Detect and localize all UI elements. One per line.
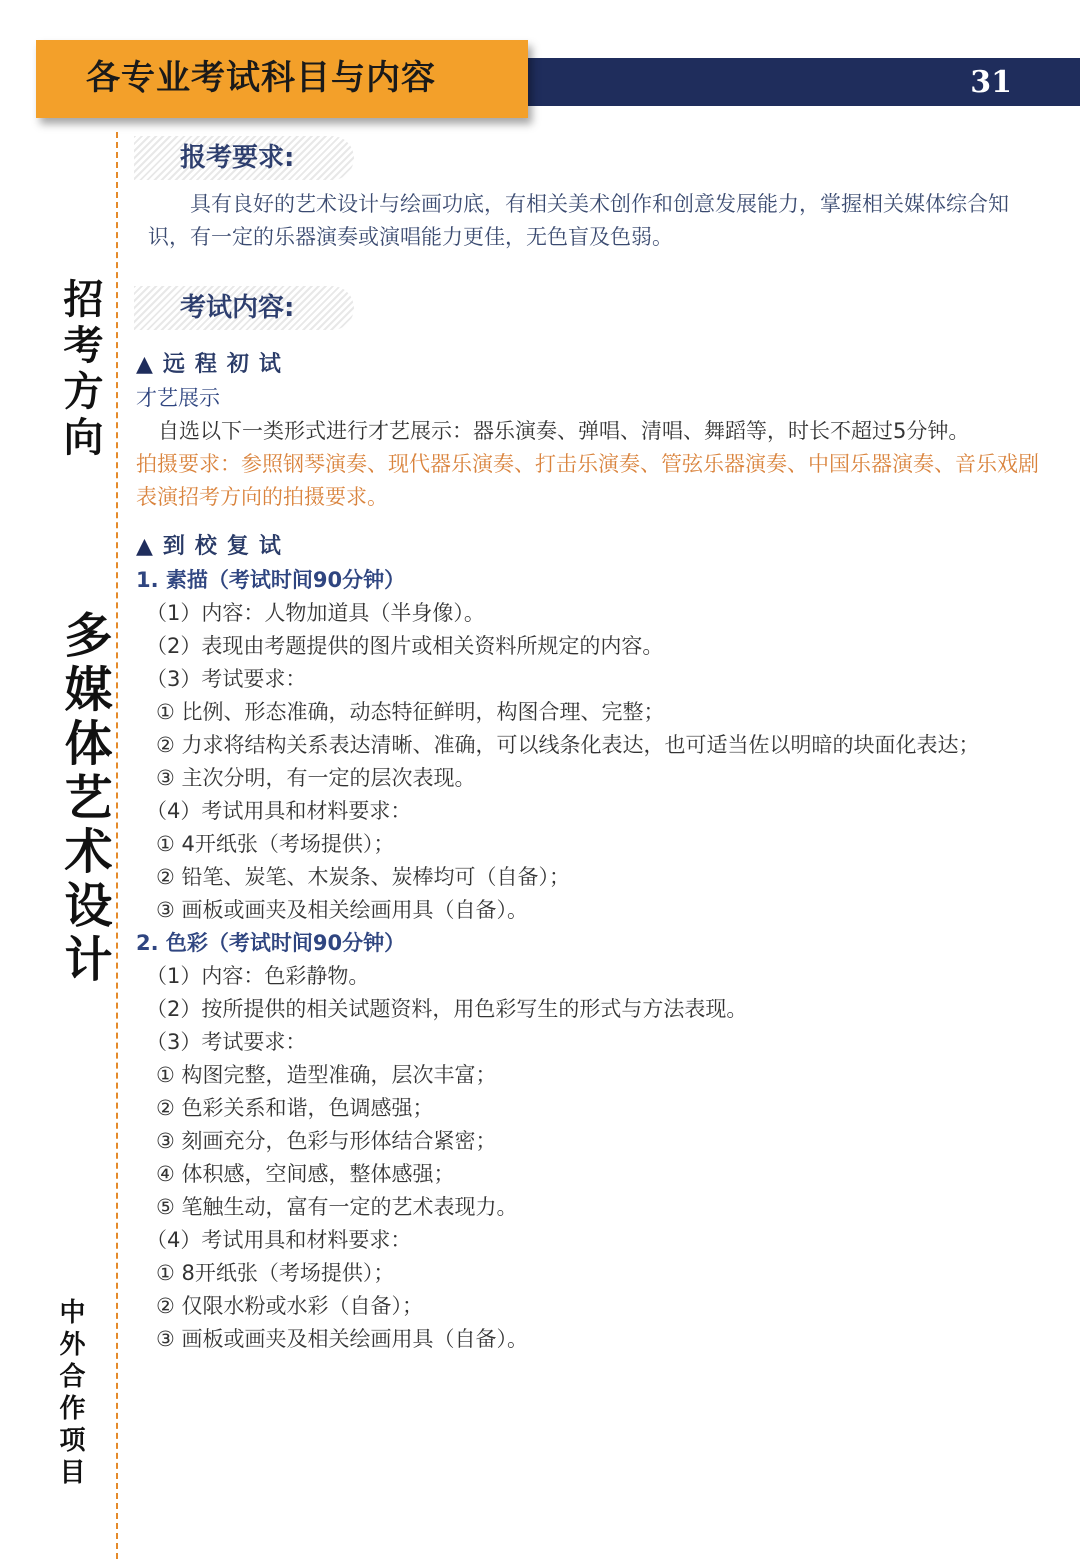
list-item: ② 力求将结构关系表达清晰、准确，可以线条化表达，也可适当佐以明暗的块面化表达； <box>156 733 980 757</box>
remote-round-title: 远程初试 <box>162 352 291 377</box>
page-title: 各专业考试科目与内容 <box>86 58 436 98</box>
requirements-heading: 报考要求: <box>180 143 295 173</box>
triangle-icon: ▲ <box>136 352 153 377</box>
list-item: （1）内容：人物加道具（半身像）。 <box>146 601 485 625</box>
list-item: （2）按所提供的相关试题资料，用色彩写生的形式与方法表现。 <box>146 997 748 1021</box>
sidebar-label-major: 多媒体艺术设计 <box>56 610 112 988</box>
list-item: （1）内容：色彩静物。 <box>146 964 370 988</box>
onsite-round-heading <box>136 531 291 563</box>
list-item: （4）考试用具和材料要求： <box>146 1228 412 1252</box>
page-number: 31 <box>970 65 1012 100</box>
list-item: （3）考试要求： <box>146 667 307 691</box>
list-item: ⑤ 笔触生动，富有一定的艺术表现力。 <box>156 1195 518 1219</box>
list-item: ① 比例、形态准确，动态特征鲜明，构图合理、完整； <box>156 700 665 724</box>
requirements-text: 具有良好的艺术设计与绘画功底，有相关美术创作和创意发展能力，掌握相关媒体综合知识，有一定的乐器演奏或演唱能力更佳，无色盲及色弱。 <box>148 192 1009 249</box>
list-item: （2）表现由考题提供的图片或相关资料所规定的内容。 <box>146 634 664 658</box>
sketch-heading: 1. 素描（考试时间90分钟） <box>136 568 406 592</box>
list-item: ③ 主次分明，有一定的层次表现。 <box>156 766 476 790</box>
list-item: （3）考试要求： <box>146 1030 307 1054</box>
triangle-icon: ▲ <box>136 534 153 559</box>
sidebar-label-direction: 招考方向 <box>57 278 103 462</box>
list-item: ③ 画板或画夹及相关绘画用具（自备）。 <box>156 898 528 922</box>
list-item: ① 8开纸张（考场提供）； <box>156 1261 395 1285</box>
list-item: （4）考试用具和材料要求： <box>146 799 412 823</box>
color-heading: 2. 色彩（考试时间90分钟） <box>136 931 406 955</box>
onsite-round-title: 到校复试 <box>162 534 291 559</box>
talent-show-subtitle: 才艺展示 <box>136 386 220 410</box>
sidebar-label-program: 中外合作项目 <box>55 1298 85 1490</box>
remote-round-heading <box>136 349 291 381</box>
list-item: ① 4开纸张（考场提供）； <box>156 832 395 856</box>
talent-show-text: 自选以下一类形式进行才艺展示：器乐演奏、弹唱、清唱、舞蹈等，时长不超过5分钟。 <box>158 419 970 443</box>
list-item: ③ 画板或画夹及相关绘画用具（自备）。 <box>156 1327 528 1351</box>
exam-heading: 考试内容: <box>180 293 295 323</box>
list-item: ① 构图完整，造型准确，层次丰富； <box>156 1063 497 1087</box>
list-item: ② 色彩关系和谐，色调感强； <box>156 1096 434 1120</box>
list-item: ② 仅限水粉或水彩（自备）； <box>156 1294 424 1318</box>
list-item: ② 铅笔、炭笔、木炭条、炭棒均可（自备）； <box>156 865 570 889</box>
list-item: ④ 体积感，空间感，整体感强； <box>156 1162 455 1186</box>
list-item: ③ 刻画充分，色彩与形体结合紧密； <box>156 1129 497 1153</box>
filming-requirements: 拍摄要求：参照钢琴演奏、现代器乐演奏、打击乐演奏、管弦乐器演奏、中国乐器演奏、音乐戏剧表演招考方向的拍摄要求。 <box>136 452 1039 509</box>
